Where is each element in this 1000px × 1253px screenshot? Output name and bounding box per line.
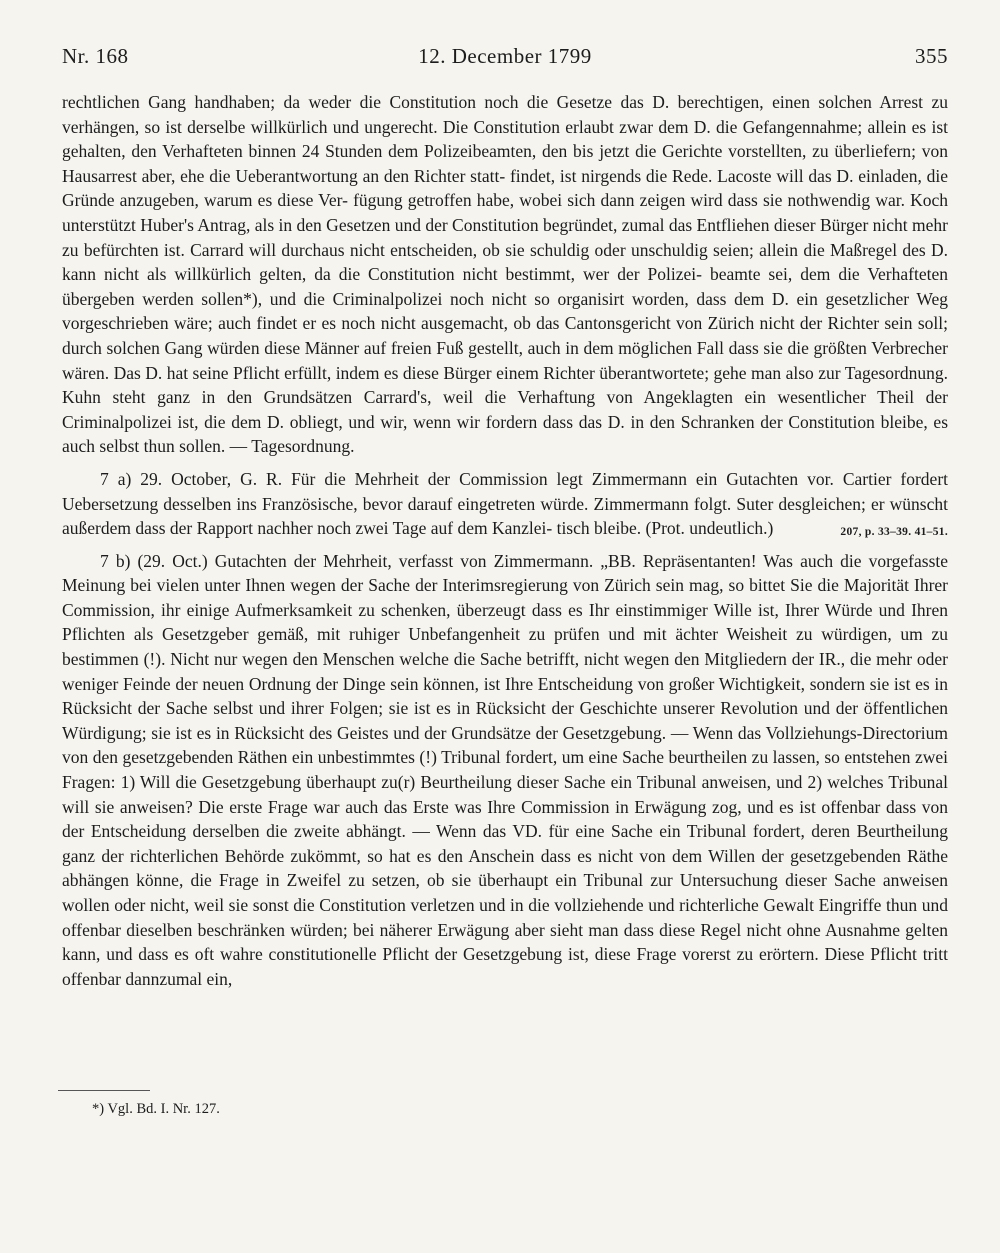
paragraph-7b xyxy=(62,549,948,992)
archive-reference: 207, p. 33–39. 41–51. xyxy=(840,526,948,539)
text-line: das Erste was Ihre Commission in Erwägung zog, und es ist offenbar dass von der Entscheidung derselben xyxy=(62,796,949,842)
text-line: tisch bleibe. (Prot. undeutlich.) xyxy=(556,518,774,539)
paragraph-7a xyxy=(62,467,948,541)
text-line: die Gerichte vorstellten, zu überliefern; von Hausarrest aber, ehe die Ueberantwortung an den Richter statt- xyxy=(62,141,949,186)
text-line: richterlichen Behörde zukömmt, so hat es den Anschein dass es nicht von dem Willen der gesetzgebenden xyxy=(130,845,901,866)
text-line: folgt. Suter desgleichen; er wünscht außerdem dass der Rapport nachher noch zwei Tage auf dem Kanzlei- xyxy=(62,493,949,539)
text-line: Würdigung; sie ist es in Rücksicht des Geistes und der Grundsätze der Gesetzgebung. — Wenn das xyxy=(62,722,762,743)
text-line: die zweite abhängt. — Wenn das VD. für eine Sache ein Tribunal fordert, deren Beurtheilung ganz der xyxy=(62,821,949,866)
text-line: Gefangennahme; allein es ist gehalten, den Verhafteten binnen 24 Stunden dem Polizeibeamten, den bis jetzt xyxy=(62,116,948,162)
document-number: Nr. 168 xyxy=(62,44,129,68)
text-line: Pflicht der Gesetzgebung ist, diese Frage vorerst zu erörtern. Diese Pflicht tritt offenbar dannzumal ein, xyxy=(62,944,948,989)
text-line: einstimmiger Wille ist, Ihrer Würde und Ihren Pflichten als Gesetzgeber gemäß, mit ruhiger Unbefangenheit xyxy=(62,599,949,645)
text-line: dieser Sache ein Tribunal anweisen, und 2) welches Tribunal will sie anweisen? Die erste Frage war auch xyxy=(62,772,949,817)
text-line: 7 a) 29. October, G. R. Für die Mehrheit der Commission legt Zimmermann ein Gutachten vor. xyxy=(100,468,834,489)
text-line: Constitution bleibe, es auch selbst thun sollen. — Tagesordnung. xyxy=(62,411,949,457)
text-line: bittet Sie die Majorität Ihrer Commission, ihr einige Aufmerksamkeit zu schenken, überzeugt dass es Ihr xyxy=(62,575,949,620)
footnote-rule xyxy=(58,1090,150,1091)
body-text xyxy=(62,90,948,991)
text-line: beurtheilen zu lassen, so entstehen zwei Fragen: 1) Will die Gesetzgebung überhaupt zu(r) Beurtheilung xyxy=(62,747,948,793)
text-line: die Maßregel des D. kann nicht als willkürlich gelten, da die Constitution nicht bestimmt, wer der Polizei- xyxy=(62,239,948,285)
text-line: Sache selbst und ihrer Folgen; sie ist es in Rücksicht der Geschichte unserer Revolution und der öffentlichen xyxy=(165,698,948,719)
text-line: der Dinge sein können, ist Ihre Entscheidung von großer Wichtigkeit, sondern sie ist es in Rücksicht der xyxy=(62,673,949,719)
text-line: Kuhn steht ganz in den Grundsätzen Carrard's, weil die Verhaftung von Angeklagten ein wesentlicher Theil xyxy=(62,387,915,408)
text-line: aber sieht man dass diese Regel nicht ohne Ausnahme gelten kann, und dass es oft wahre constitutionelle xyxy=(62,919,949,965)
text-line: dieser Sache anweisen wollen oder nicht, weil sie sonst die Constitution verletzen und in die vollziehende xyxy=(62,870,948,915)
text-line: Antrag, als in den Gesetzen und der Constitution begründet, zumal das Entfliehen dieser Bürger nicht mehr xyxy=(197,214,948,235)
paragraph-continuation xyxy=(62,90,948,459)
text-line: der Criminalpolizei ist, die dem D. obliegt, und wir, wenn wir fordern dass das D. in den Schranken der xyxy=(62,387,949,432)
text-line: Vollziehungs-Directorium von den gesetzgebenden Räthen ein unbestimmtes (!) Tribunal fordert, um eine Sache xyxy=(62,722,948,768)
text-line: rechtlichen Gang handhaben; da weder die Constitution noch die Gesetze das D. berechtigen, einen solchen xyxy=(62,92,872,112)
text-line: fügung getroffen habe, wobei sich dann zeigen wird dass sie nothwendig war. Koch unterstützt Huber's xyxy=(62,190,949,235)
text-line: findet, ist nirgends die Rede. Lacoste will das D. einladen, die Gründe anzugeben, warum es diese Ver- xyxy=(62,165,949,211)
text-line: und richterliche Gewalt Eingriffe thun und offenbar dieselben beschränken würden; bei näherer Erwägung xyxy=(62,895,949,940)
text-line: zu befürchten ist. Carrard will durchaus nicht entscheiden, ob sie schuldig oder unschuldig seien; allein xyxy=(62,239,799,260)
text-line: vorgefasste Meinung bei vielen unter Ihnen wegen der Sache der Interimsregierung von Zürich sein mag, so xyxy=(62,550,949,596)
text-line: freien Fuß gestellt, auch in dem möglichen Fall dass sie die größten Verbrecher wären. Das D. hat seine xyxy=(62,337,948,383)
text-line: 7 b) (29. Oct.) Gutachten der Mehrheit, verfasst von Zimmermann. „BB. Repräsentanten! Was auch die xyxy=(100,550,862,571)
text-line: zu prüfen und mit ächter Weisheit zu würdigen, um zu bestimmen (!). Nicht nur wegen den Menschen welche xyxy=(62,624,948,670)
text-line: Arrest zu verhängen, so ist derselbe willkürlich und ungerecht. Die Constitution erlaubt zwar dem D. die xyxy=(62,92,948,137)
header-date: 12. December 1799 xyxy=(418,44,592,68)
text-line: beamte sei, dem die Verhafteten übergeben werden sollen*), und die Criminalpolizei noch nicht so organisirt xyxy=(62,264,948,309)
text-line: Pflicht erfüllt, indem es diese Bürger einem Richter überantwortete; gehe man also zur Tagesordnung. xyxy=(232,362,948,383)
footnote: *) Vgl. Bd. I. Nr. 127. xyxy=(92,1101,220,1117)
running-header xyxy=(62,44,948,74)
page-number: 355 xyxy=(915,44,948,68)
text-line: worden, dass dem D. ein gesetzlicher Weg vorgeschrieben wäre; auch findet er es noch nicht ausgemacht, xyxy=(62,288,948,334)
text-line: ob das Cantonsgericht von Zürich nicht der Richter sein soll; durch solchen Gang würden diese Männer auf xyxy=(62,313,949,358)
text-line: Räthe abhängen könne, die Frage in Zweifel zu setzen, ob sie überhaupt ein Tribunal zur Untersuchung xyxy=(62,845,948,891)
text-line: die Sache betrifft, nicht wegen den Mitgliedern der IR., die mehr oder weniger Feinde der neuen Ordnung xyxy=(62,649,948,694)
text-line: Cartier fordert Uebersetzung desselben ins Französische, bevor darauf eingetreten würde. Zimmermann xyxy=(62,468,949,514)
